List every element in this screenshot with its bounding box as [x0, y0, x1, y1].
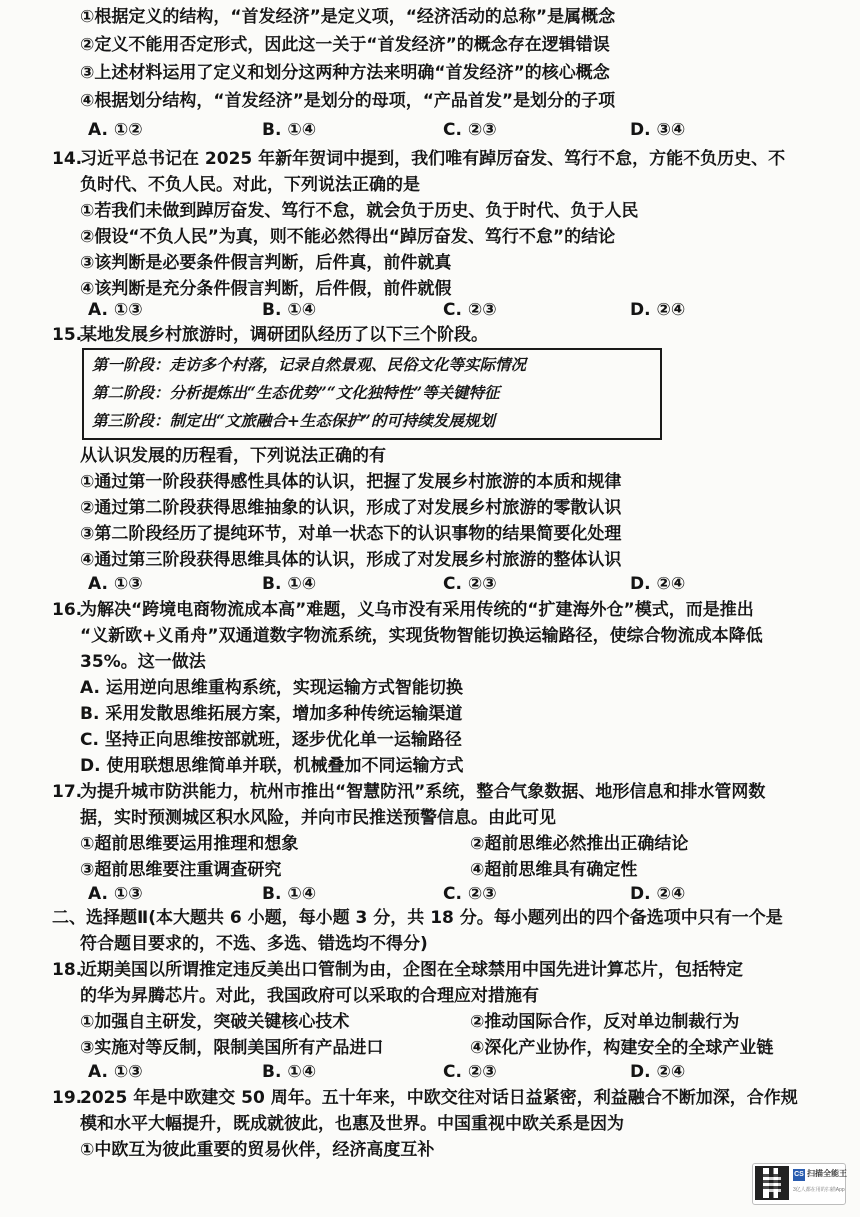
q18-statement-4: ④深化产业协作，构建安全的全球产业链 — [470, 1038, 774, 1058]
q15-choices — [0, 571, 860, 597]
q14-stem-line-2: 负时代、不负人民。对此，下列说法正确的是 — [80, 175, 420, 195]
q15-statement-2: ②通过第二阶段获得思维抽象的认识，形成了对发展乡村旅游的零散认识 — [80, 498, 622, 518]
prev-choices — [0, 117, 860, 143]
q14-statement-1: ①若我们未做到踔厉奋发、笃行不怠，就会负于历史、负于时代、负于人民 — [80, 201, 639, 221]
q16-option-c: C. 坚持正向思维按部就班，逐步优化单一运输路径 — [80, 730, 462, 750]
prev-statement-2: ②定义不能用否定形式，因此这一关于“首发经济”的概念存在逻辑错误 — [80, 35, 610, 55]
camscanner-logo-icon: CS — [793, 1169, 805, 1181]
q16-stem-line-2: “义新欧+义甬舟”双通道数字物流系统，实现货物智能切换运输路径，使综合物流成本降低 — [80, 626, 763, 646]
q17-choices — [0, 881, 860, 907]
prev-statement-4: ④根据划分结构，“首发经济”是划分的母项，“产品首发”是划分的子项 — [80, 91, 616, 111]
q18-choices — [0, 1059, 860, 1085]
question-number: 15. — [52, 325, 83, 345]
choice-b: B. ①④ — [262, 884, 317, 904]
q18-stem-line-2: 的华为昇腾芯片。对此，我国政府可以采取的合理应对措施有 — [80, 986, 539, 1006]
q17-statement-2: ②超前思维必然推出正确结论 — [470, 834, 689, 854]
choice-a: A. ①② — [88, 120, 143, 140]
q17-statement-1: ①超前思维要运用推理和想象 — [80, 834, 299, 854]
q14-statement-2: ②假设“不负人民”为真，则不能必然得出“踔厉奋发、笃行不怠”的结论 — [80, 227, 616, 247]
qr-code-icon — [757, 1168, 787, 1198]
q19-statement-1: ①中欧互为彼此重要的贸易伙伴，经济高度互补 — [80, 1140, 435, 1160]
choice-b: B. ①④ — [262, 574, 317, 594]
scanner-stamp — [752, 1163, 846, 1205]
q17-statements-row-1 — [0, 831, 860, 857]
q14-choices — [0, 297, 860, 323]
stage-3: 第三阶段：制定出“文旅融合+生态保护”的可持续发展规划 — [92, 411, 495, 430]
choice-c: C. ②③ — [443, 300, 497, 320]
scanner-subtitle: 3亿人都在用的扫描App — [793, 1187, 845, 1193]
stages-box — [82, 348, 662, 440]
q17-stem-line-1: 17. 为提升城市防洪能力，杭州市推出“智慧防汛”系统，整合气象数据、地形信息和排水管网数 — [0, 779, 860, 805]
q18-statements-row-1 — [0, 1009, 860, 1035]
choice-d: D. ②④ — [630, 574, 686, 594]
q17-statement-4: ④超前思维具有确定性 — [470, 860, 638, 880]
q16-option-d: D. 使用联想思维简单并联，机械叠加不同运输方式 — [80, 756, 464, 776]
q16-option-b: B. 采用发散思维拓展方案，增加多种传统运输渠道 — [80, 704, 463, 724]
choice-a: A. ①③ — [88, 574, 143, 594]
q18-stem-line-1: 18. 近期美国以所谓推定违反美出口管制为由，企图在全球禁用中国先进计算芯片，包括特定 — [0, 957, 860, 983]
prev-statement-3: ③上述材料运用了定义和划分这两种方法来明确“首发经济”的核心概念 — [80, 63, 610, 83]
q18-statement-3: ③实施对等反制，限制美国所有产品进口 — [80, 1038, 384, 1058]
question-number: 18. — [52, 960, 83, 980]
q15-statement-1: ①通过第一阶段获得感性具体的认识，把握了发展乡村旅游的本质和规律 — [80, 472, 622, 492]
q17-statements-row-2 — [0, 857, 860, 883]
choice-c: C. ②③ — [443, 574, 497, 594]
question-number: 14. — [52, 149, 83, 169]
question-number: 19. — [52, 1088, 83, 1108]
q14-statement-4: ④该判断是充分条件假言判断，后件假，前件就假 — [80, 279, 452, 299]
choice-d: D. ②④ — [630, 884, 686, 904]
scanner-title: 扫描全能王 — [807, 1169, 847, 1178]
q15-stem: 15. 某地发展乡村旅游时，调研团队经历了以下三个阶段。 — [0, 322, 860, 348]
q17-stem-line-2: 据，实时预测城区积水风险，并向市民推送预警信息。由此可见 — [80, 808, 556, 828]
q17-statement-3: ③超前思维要注重调查研究 — [80, 860, 282, 880]
q14-stem-line-1: 14. 习近平总书记在 2025 年新年贺词中提到，我们唯有踔厉奋发、笃行不怠，方能不负历史、不 — [0, 146, 860, 172]
choice-a: A. ①③ — [88, 1062, 143, 1082]
question-number: 16. — [52, 600, 83, 620]
section-2-heading-line-2: 符合题目要求的，不选、多选、错选均不得分) — [80, 934, 428, 954]
q16-option-a: A. 运用逆向思维重构系统，实现运输方式智能切换 — [80, 678, 463, 698]
q16-stem-line-3: 35%。这一做法 — [80, 652, 206, 672]
q15-statement-4: ④通过第三阶段获得思维具体的认识，形成了对发展乡村旅游的整体认识 — [80, 550, 622, 570]
choice-a: A. ①③ — [88, 300, 143, 320]
section-2-heading-line-1: 二、选择题Ⅱ(本大题共 6 小题，每小题 3 分，共 18 分。每小题列出的四个备选项中只有一个是 — [52, 908, 783, 928]
stage-1: 第一阶段：走访多个村落，记录自然景观、民俗文化等实际情况 — [92, 355, 527, 374]
q19-stem-line-2: 模和水平大幅提升，既成就彼此，也惠及世界。中国重视中欧关系是因为 — [80, 1114, 624, 1134]
choice-d: D. ②④ — [630, 1062, 686, 1082]
q15-statement-3: ③第二阶段经历了提纯环节，对单一状态下的认识事物的结果简要化处理 — [80, 524, 622, 544]
choice-a: A. ①③ — [88, 884, 143, 904]
q18-statements-row-2 — [0, 1035, 860, 1061]
stage-2: 第二阶段：分析提炼出“生态优势”“文化独特性”等关键特征 — [92, 383, 500, 402]
choice-d: D. ③④ — [630, 120, 686, 140]
question-number: 17. — [52, 782, 83, 802]
q16-stem-line-1: 16. 为解决“跨境电商物流成本高”难题，义乌市没有采用传统的“扩建海外仓”模式，而是推出 — [0, 597, 860, 623]
q18-statement-2: ②推动国际合作，反对单边制裁行为 — [470, 1012, 740, 1032]
q14-statement-3: ③该判断是必要条件假言判断，后件真，前件就真 — [80, 253, 452, 273]
choice-c: C. ②③ — [443, 884, 497, 904]
choice-d: D. ②④ — [630, 300, 686, 320]
q18-statement-1: ①加强自主研发，突破关键核心技术 — [80, 1012, 350, 1032]
choice-b: B. ①④ — [262, 1062, 317, 1082]
q19-stem-line-1: 19. 2025 年是中欧建交 50 周年。五十年来，中欧交往对话日益紧密，利益融合不断加深，合作规 — [0, 1085, 860, 1111]
q15-lead: 从认识发展的历程看，下列说法正确的有 — [80, 446, 386, 466]
choice-c: C. ②③ — [443, 1062, 497, 1082]
choice-c: C. ②③ — [443, 120, 497, 140]
prev-statement-1: ①根据定义的结构，“首发经济”是定义项，“经济活动的总称”是属概念 — [80, 7, 616, 27]
choice-b: B. ①④ — [262, 300, 317, 320]
choice-b: B. ①④ — [262, 120, 317, 140]
